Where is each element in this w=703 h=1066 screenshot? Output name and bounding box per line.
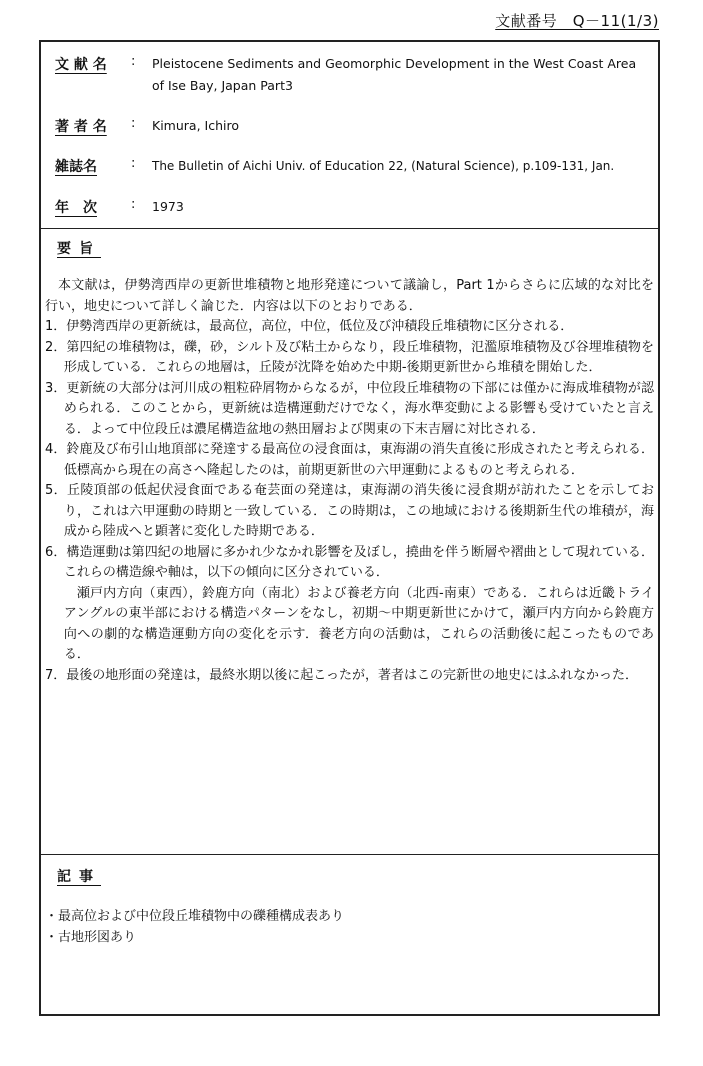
year-value: 1973 (152, 199, 184, 214)
summary-item-7: 7．最後の地形面の発達は，最終氷期以後に起こったが，著者はこの完新世の地史にはふれなかった． (45, 667, 639, 683)
title-label: 文 献 名 (55, 57, 107, 73)
author-colon: : (131, 116, 136, 131)
notes-heading: 記事 (57, 869, 101, 885)
summary-heading: 要旨 (57, 241, 101, 257)
notes-body (45, 906, 654, 948)
summary-item-2: 2．第四紀の堆積物は，礫，砂，シルト及び粘土からなり，段丘堆積物，氾濫原堆積物及び谷埋堆積物を形成している．これらの地層は，丘陵が沈降を始めた中期-後期更新世から堆積を開始した． (45, 339, 654, 375)
summary-item-6-detail: 瀬戸内方向（東西），鈴鹿方向（南北）および養老方向（北西-南東）である．これらは近畿トライアングルの東半部における構造パターンをなし，初期～中期更新世にかけて，瀬戸内方向から鈴鹿方向への劇的な構造運動方向の変化を示す．養老方向の活動は，これらの活動後に起こったものである． (63, 585, 654, 662)
notes-bullet: ・古地形図あり (45, 930, 137, 945)
notes-section (41, 854, 658, 1014)
document-number: 文献番号 Q－11(1/3) (495, 12, 659, 30)
notes-bullet: ・最高位および中位段丘堆積物中の礫種構成表あり (45, 909, 345, 924)
document-frame (39, 40, 660, 1016)
author-label: 著 者 名 (55, 119, 107, 135)
summary-intro: 本文献は，伊勢湾西岸の更新世堆積物と地形発達について議論し，Part 1からさらに広域的な対比を行い，地史について詳しく論じた．内容は以下のとおりである． (45, 278, 654, 314)
summary-item-5: 5．丘陵頂部の低起伏浸食面である奄芸面の発達は，東海湖の消失後に浸食期が訪れたことを示しており，これは六甲運動の時期と一致している．この時期は，この地域における後期新生代の堆積が，海成から陸成へと顕著に変化した時期である． (45, 483, 654, 539)
title-value: Pleistocene Sediments and Geomorphic Development in the West Coast Area of Ise Bay, Japan Part3 (152, 56, 637, 93)
year-colon: : (131, 197, 136, 212)
summary-section (41, 228, 658, 855)
journal-label: 雑誌名 (55, 159, 97, 175)
year-label: 年 次 (55, 200, 97, 216)
metadata-section (41, 42, 658, 229)
summary-item-3: 3．更新統の大部分は河川成の粗粒砕屑物からなるが，中位段丘堆積物の下部には僅かに海成堆積物が認められる．このことから，更新統は造構運動だけでなく，海水準変動による影響も受けていたと言える．よって中位段丘は濃尾構造盆地の熱田層および関東の下末吉層に対比される． (45, 380, 654, 437)
summary-item-6: 6．構造運動は第四紀の地層に多かれ少なかれ影響を及ぼし，撓曲を伴う断層や褶曲として現れている．これらの構造線や軸は，以下の傾向に区分されている． (45, 544, 654, 580)
author-value: Kimura, Ichiro (152, 118, 239, 133)
summary-item-4: 4．鈴鹿及び布引山地頂部に発達する最高位の浸食面は，東海湖の消失直後に形成されたと考えられる．低標高から現在の高さへ隆起したのは，前期更新世の六甲運動によるものと考えられる． (45, 442, 654, 478)
journal-colon: : (131, 156, 136, 171)
journal-value: The Bulletin of Aichi Univ. of Education 22, (Natural Science), p.109-131, Jan. (152, 159, 615, 173)
summary-body (45, 276, 654, 686)
summary-item-1: 1．伊勢湾西岸の更新統は，最高位，高位，中位，低位及び沖積段丘堆積物に区分される． (45, 319, 574, 334)
title-colon: : (131, 54, 136, 69)
